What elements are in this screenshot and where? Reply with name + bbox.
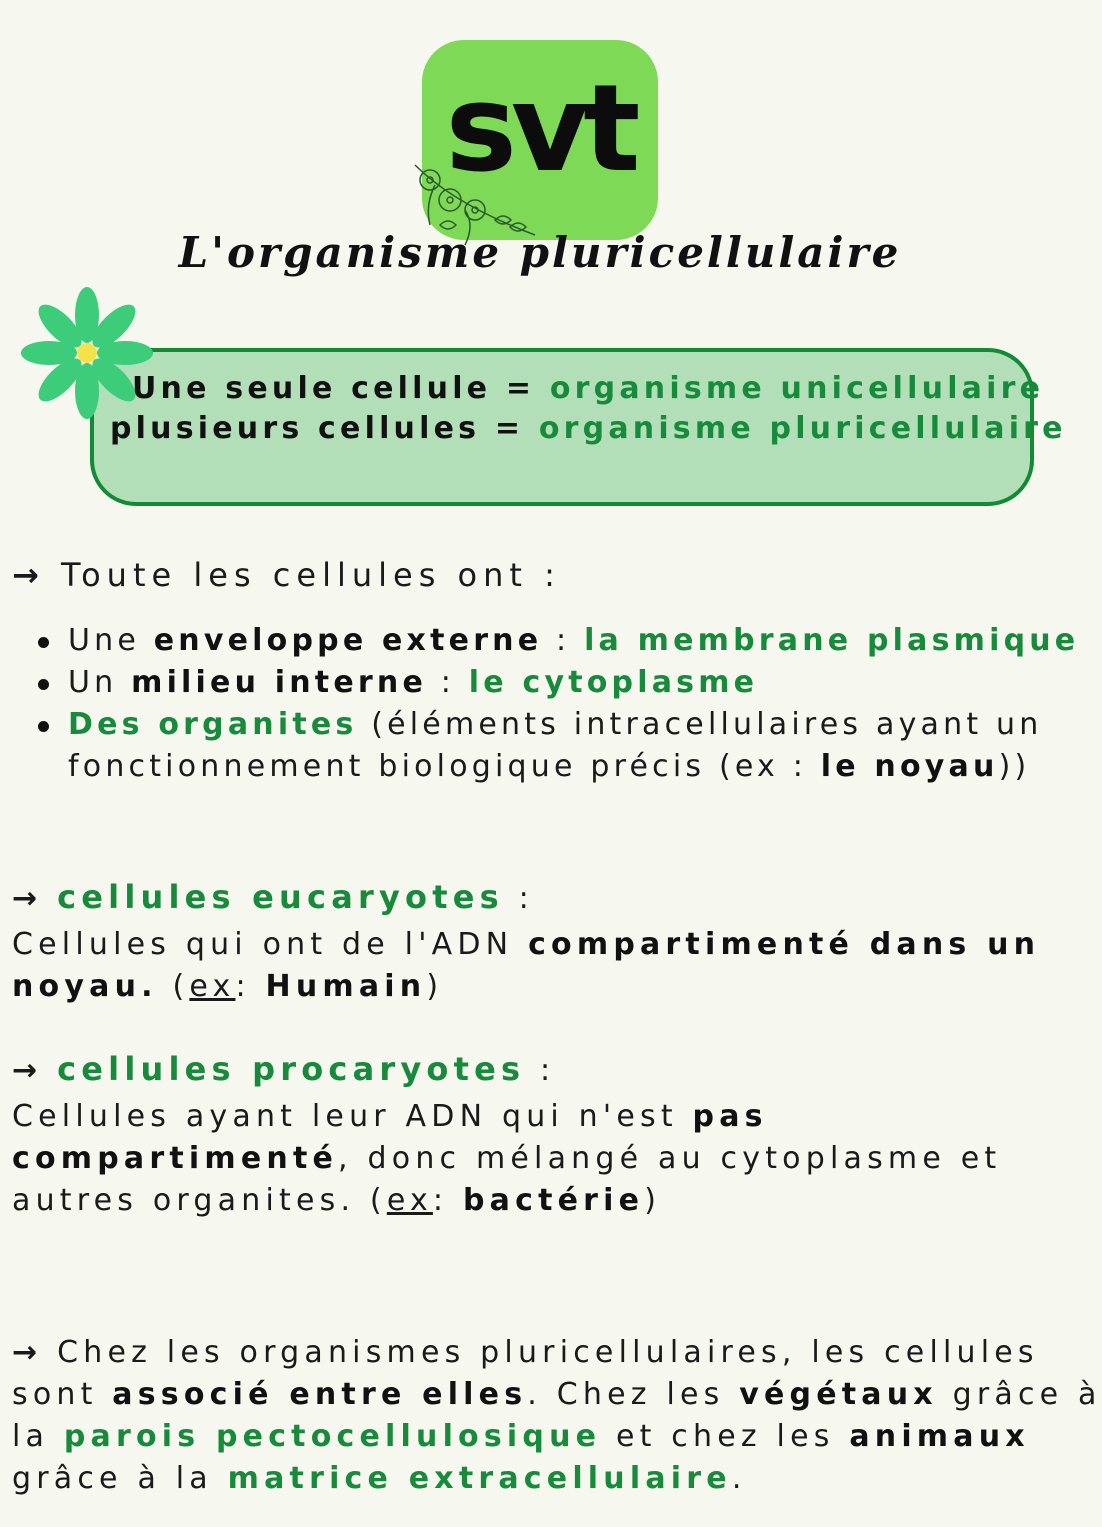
association-section (12, 1332, 1102, 1500)
procaryotes-text-line: compartimenté, donc mélangé au cytoplasme et (12, 1141, 1002, 1176)
list-item: Des organites (éléments intracellulaires ayant un fonctionnement biologique précis (ex : le noyau)) (30, 704, 1079, 788)
list-item: Une enveloppe externe : la membrane plasmique (30, 620, 1079, 662)
procaryotes-heading: → cellules procaryotes : (12, 1050, 556, 1088)
association-text-line: → Chez les organismes pluricellulaires, les cellules (12, 1335, 1039, 1370)
eucaryotes-section (12, 876, 1040, 1008)
page-title: L'organisme pluricellulaire (178, 228, 902, 277)
arrow-icon: → (12, 1335, 43, 1370)
arrow-icon: → (12, 881, 43, 916)
association-text-line: grâce à la matrice extracellulaire. (12, 1461, 747, 1496)
eucaryotes-text-line: noyau. (ex: Humain) (12, 969, 444, 1004)
eucaryotes-text-line: Cellules qui ont de l'ADN compartimenté dans un (12, 927, 1041, 962)
association-text-line: sont associé entre elles. Chez les végétaux grâce à (12, 1377, 1102, 1412)
procaryotes-text-line: Cellules ayant leur ADN qui n'est pas (12, 1099, 768, 1134)
procaryotes-section (12, 1048, 1001, 1222)
cell-components-list (30, 620, 1079, 788)
arrow-icon: → (12, 556, 45, 594)
list-item: Un milieu interne : le cytoplasme (30, 662, 1079, 704)
procaryotes-text-line: autres organites. (ex: bactérie) (12, 1183, 662, 1218)
intro-line: → Toute les cellules ont : (12, 556, 561, 594)
logo-text: svt (445, 60, 635, 199)
definition-pluricellular: plusieurs cellules = organisme pluricellulaire (110, 411, 1067, 446)
arrow-icon: → (12, 1053, 43, 1088)
association-text-line: la parois pectocellulosique et chez les animaux (12, 1419, 1030, 1454)
eucaryotes-heading: → cellules eucaryotes : (12, 878, 534, 916)
definition-unicellular: Une seule cellule = organisme unicellulaire (132, 371, 1045, 406)
